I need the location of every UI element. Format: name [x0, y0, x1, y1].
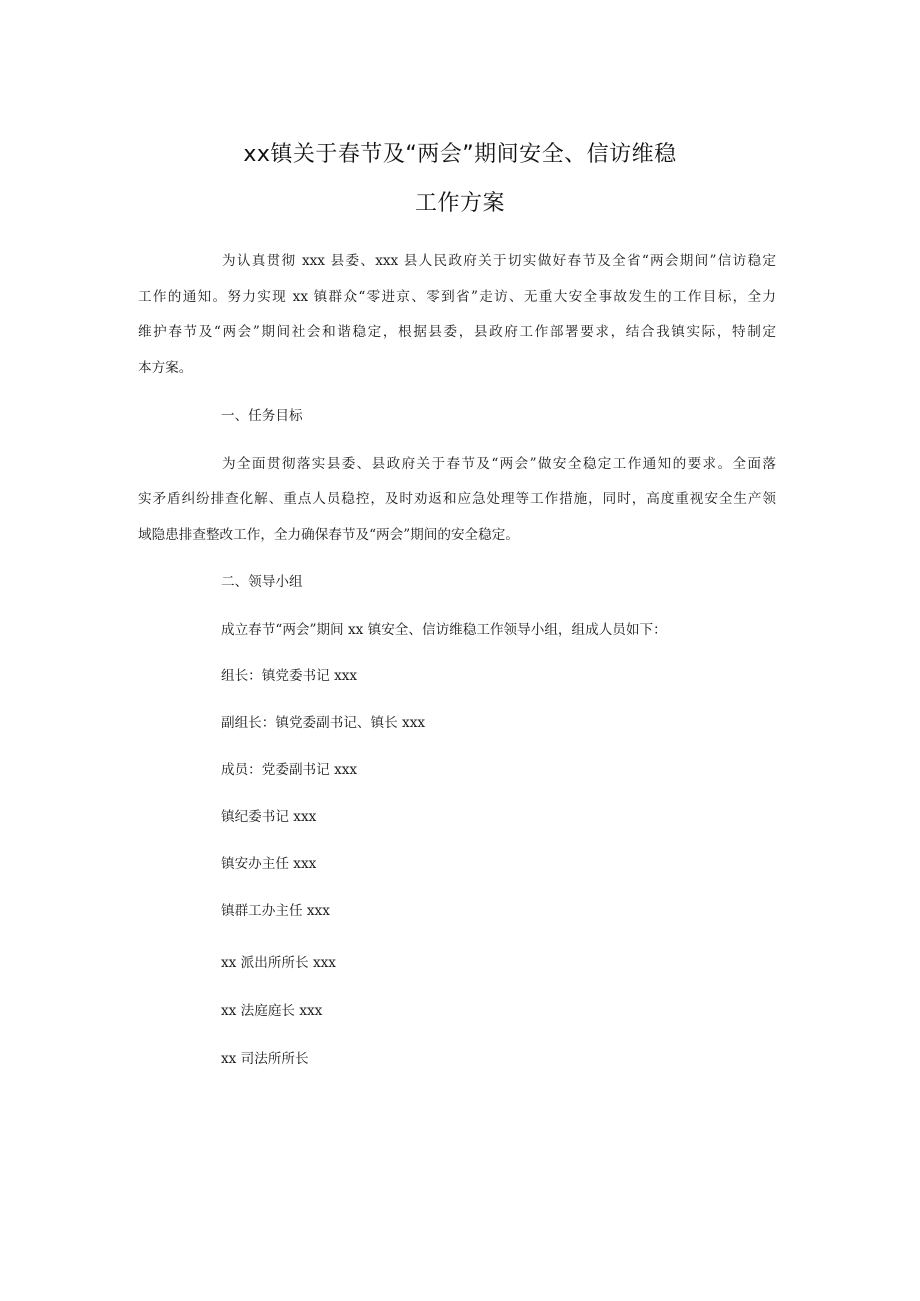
- section-1-line-1: 为全面贯彻落实县委、县政府关于春节及“两会”做安全稳定工作通知的要求。全面落: [222, 456, 776, 472]
- member-court-president: xx 法庭庭长 xxx: [221, 1003, 323, 1019]
- intro-line-4: 本方案。: [138, 360, 193, 376]
- intro-line-2: 工作的通知。努力实现 xx 镇群众“零进京、零到省”走访、无重大安全事故发生的工作目标，全力: [138, 289, 776, 305]
- intro-line-1: 为认真贯彻 xxx 县委、xxx 县人民政府关于切实做好春节及全省“两会期间”信访稳定: [222, 253, 776, 269]
- member-safety-office-director: 镇安办主任 xxx: [221, 856, 317, 872]
- member-police-station-chief: xx 派出所所长 xxx: [221, 955, 336, 971]
- section-2-intro: 成立春节“两会”期间 xx 镇安全、信访维稳工作领导小组，组成人员如下：: [221, 622, 667, 638]
- member-mass-work-office-director: 镇群工办主任 xxx: [221, 903, 330, 919]
- document-title-line-2: 工作方案: [414, 191, 505, 216]
- section-1-line-3: 域隐患排查整改工作，全力确保春节及“两会”期间的安全稳定。: [138, 527, 519, 543]
- document-title-line-1: xx镇关于春节及“两会”期间安全、信访维稳: [243, 142, 677, 167]
- section-2-heading: 二、领导小组: [221, 574, 303, 590]
- member-party-deputy-secretary: 成员：党委副书记 xxx: [221, 762, 358, 778]
- member-deputy-leader: 副组长：镇党委副书记、镇长 xxx: [221, 715, 426, 731]
- member-discipline-secretary: 镇纪委书记 xxx: [221, 809, 317, 825]
- section-1-line-2: 实矛盾纠纷排查化解、重点人员稳控，及时劝返和应急处理等工作措施，同时，高度重视安全生产领: [138, 491, 776, 507]
- intro-line-3: 维护春节及“两会”期间社会和谐稳定，根据县委，县政府工作部署要求，结合我镇实际，特制定: [138, 324, 776, 340]
- section-1-heading: 一、任务目标: [221, 408, 303, 424]
- member-judicial-office-chief: xx 司法所所长: [221, 1051, 309, 1067]
- member-leader: 组长：镇党委书记 xxx: [221, 668, 358, 684]
